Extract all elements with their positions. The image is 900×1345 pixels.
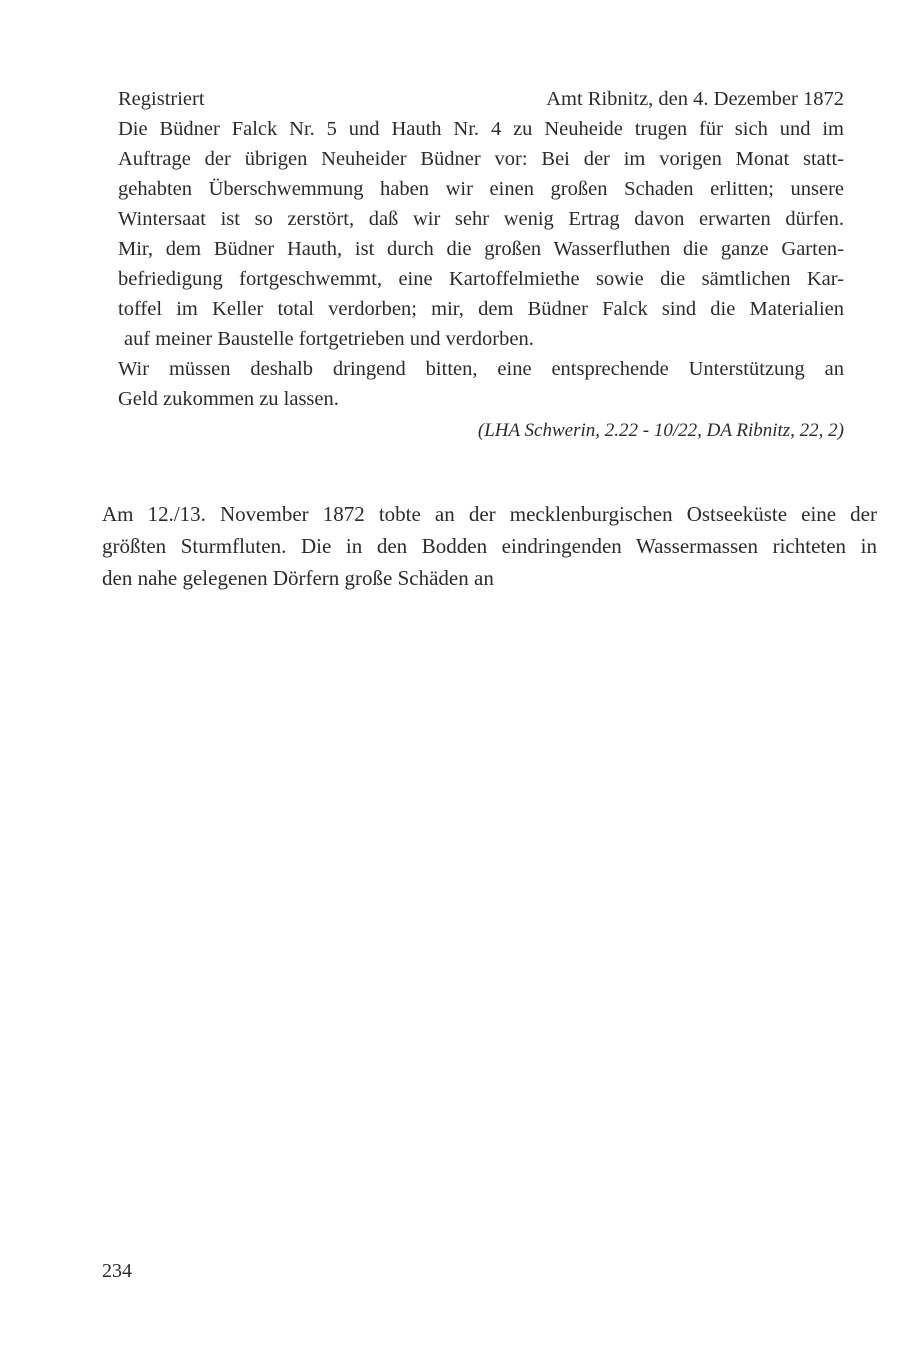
- body-line: den nahe gelegenen Dörfern große Schäden an: [102, 566, 494, 590]
- registered-label: Registriert: [118, 88, 205, 110]
- quote-line: Mir, dem Büdner Hauth, ist durch die großen Wasserfluthen die ganze Garten-: [118, 238, 844, 260]
- quote-line: Auftrage der übrigen Neuheider Büdner vor: Bei der im vorigen Monat statt-: [118, 148, 844, 170]
- quote-line: gehabten Überschwemmung haben wir einen großen Schaden erlitten; unsere: [118, 178, 844, 200]
- quote-line: Wintersaat ist so zerstört, daß wir sehr wenig Ertrag davon erwarten dürfen.: [118, 208, 844, 230]
- page-number: 234: [102, 1260, 132, 1282]
- place-date: Amt Ribnitz, den 4. Dezember 1872: [546, 88, 844, 110]
- quote-line: Geld zukommen zu lassen.: [118, 388, 339, 410]
- quote-line: auf meiner Baustelle fortgetrieben und verdorben.: [124, 328, 534, 350]
- body-paragraph: [102, 498, 877, 594]
- quote-line: Die Büdner Falck Nr. 5 und Hauth Nr. 4 zu Neuheide trugen für sich und im: [118, 118, 844, 140]
- quote-line: befriedigung fortgeschwemmt, eine Kartoffelmiethe sowie die sämtlichen Kar-: [118, 268, 844, 290]
- source-citation: (LHA Schwerin, 2.22 - 10/22, DA Ribnitz, 22, 2): [477, 420, 844, 441]
- body-line: Am 12./13. November 1872 tobte an der mecklenburgischen Ostseeküste eine der: [102, 502, 877, 526]
- archival-quote: [118, 84, 844, 446]
- body-line: größten Sturmfluten. Die in den Bodden eindringenden Wassermassen richteten in: [102, 534, 877, 558]
- quote-line: toffel im Keller total verdorben; mir, dem Büdner Falck sind die Materialien: [118, 298, 844, 320]
- quote-header: [118, 84, 844, 114]
- quote-line: Wir müssen deshalb dringend bitten, eine entsprechende Unterstützung an: [118, 358, 844, 380]
